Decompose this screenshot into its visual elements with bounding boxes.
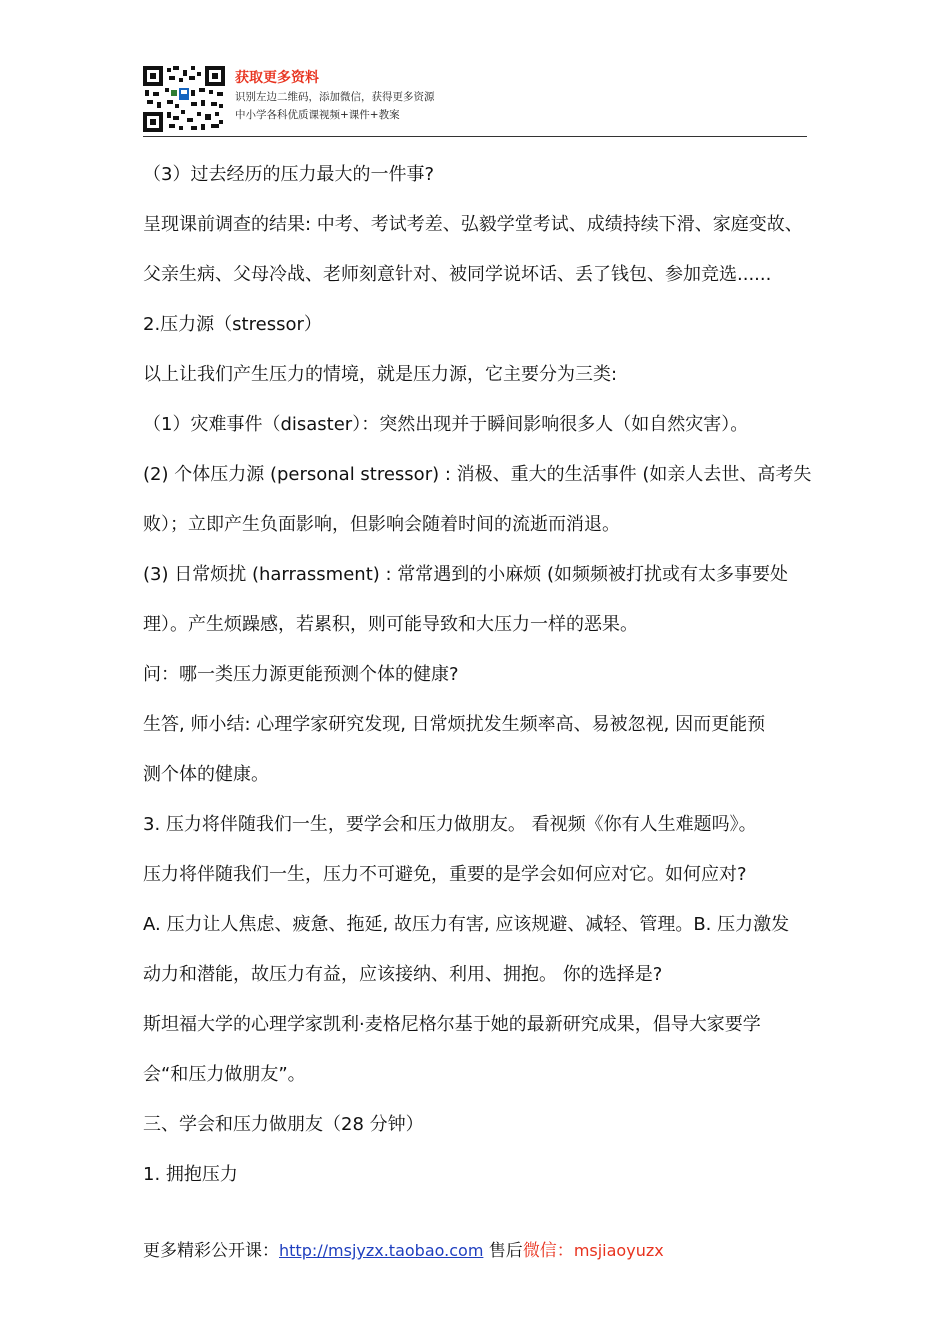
page-header (143, 66, 807, 137)
header-line-2: 中小学各科优质课视频+课件+教案 (235, 109, 400, 121)
section-heading: 三、学会和压力做朋友（28 分钟） (143, 1114, 424, 1135)
paragraph: （1）灾难事件（disaster）：突然出现并于瞬间影响很多人（如自然灾害）。 (143, 414, 749, 435)
footer-after-sales: 售后 (483, 1241, 523, 1261)
section-heading: 2.压力源（stressor） (143, 314, 322, 335)
header-text (235, 68, 435, 124)
paragraph: (3) 日常烦扰 (harrassment) : 常常遇到的小麻烦 (如频频被打扰或有太多事要处 (143, 564, 789, 585)
header-line-1: 识别左边二维码，添加微信，获得更多资源 (235, 91, 435, 103)
paragraph: 压力将伴随我们一生，压力不可避免，重要的是学会如何应对它。如何应对? (143, 864, 747, 885)
paragraph: 败）；立即产生负面影响，但影响会随着时间的流逝而消退。 (143, 514, 620, 535)
paragraph: 会“和压力做朋友”。 (143, 1064, 306, 1085)
paragraph: 父亲生病、父母冷战、老师刻意针对、被同学说坏话、丢了钱包、参加竞选...... (143, 264, 772, 285)
paragraph: A. 压力让人焦虑、疲惫、拖延, 故压力有害, 应该规避、减轻、管理。B. 压力激发 (143, 914, 790, 935)
section-heading: 3. 压力将伴随我们一生，要学会和压力做朋友。 看视频《你有人生难题吗》。 (143, 814, 757, 835)
footer-wechat-id: msjiaoyuzx (573, 1241, 664, 1260)
header-title: 获取更多资料 (235, 70, 319, 86)
paragraph: 生答, 师小结: 心理学家研究发现, 日常烦扰发生频率高、易被忽视, 因而更能预 (143, 714, 766, 735)
document-body (143, 150, 812, 1200)
page-footer (143, 1236, 664, 1266)
qr-code-icon (143, 66, 225, 132)
footer-prefix: 更多精彩公开课： (143, 1241, 279, 1261)
paragraph: 呈现课前调查的结果: 中考、考试考差、弘毅学堂考试、成绩持续下滑、家庭变故、 (143, 214, 803, 235)
paragraph: 测个体的健康。 (143, 764, 269, 785)
footer-link[interactable]: http://msjyzx.taobao.com (279, 1241, 484, 1260)
paragraph: （3）过去经历的压力最大的一件事? (143, 164, 435, 185)
paragraph: 以上让我们产生压力的情境，就是压力源，它主要分为三类: (143, 364, 618, 385)
paragraph: 动力和潜能，故压力有益，应该接纳、利用、拥抱。 你的选择是? (143, 964, 663, 985)
section-heading: 1. 拥抱压力 (143, 1164, 238, 1185)
paragraph: 斯坦福大学的心理学家凯利·麦格尼格尔基于她的最新研究成果，倡导大家要学 (143, 1014, 761, 1035)
paragraph: (2) 个体压力源 (personal stressor) : 消极、重大的生活事件 (如亲人去世、高考失 (143, 464, 812, 485)
paragraph: 问：哪一类压力源更能预测个体的健康? (143, 664, 459, 685)
paragraph: 理）。产生烦躁感，若累积，则可能导致和大压力一样的恶果。 (143, 614, 638, 635)
footer-wechat-label: 微信： (522, 1241, 574, 1261)
